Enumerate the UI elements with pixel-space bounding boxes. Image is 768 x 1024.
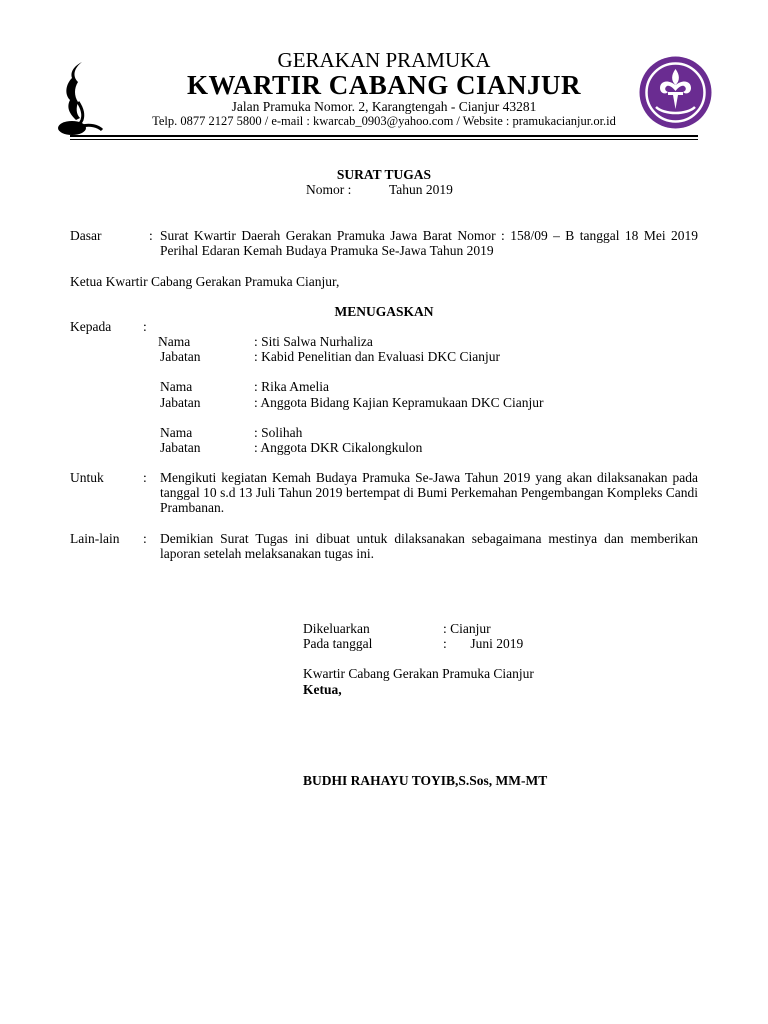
untuk-text: Mengikuti kegiatan Kemah Budaya Pramuka Se-Jawa Tahun 2019 yang akan dilaksanakan pada tanggal 10 s.d 13 Juli Tahun 2019 bertempat di Bumi Perkemahan Pengembangan Kompleks Candi Prambanan. bbox=[160, 470, 698, 515]
kepada-label: Kepada bbox=[70, 319, 112, 334]
dasar-text: Surat Kwartir Daerah Gerakan Pramuka Jawa Barat Nomor : 158/09 – B tanggal 18 Mei 2019 Perihal Edaran Kemah Budaya Pramuka Se-Jawa Tahun 2019 bbox=[160, 228, 698, 258]
date-value: : Juni 2019 bbox=[443, 636, 524, 651]
signature-position: Ketua, bbox=[303, 682, 342, 697]
untuk-colon: : bbox=[143, 470, 147, 485]
letter-title: SURAT TUGAS bbox=[336, 167, 432, 182]
intro-text: Ketua Kwartir Cabang Gerakan Pramuka Cianjur, bbox=[70, 274, 340, 289]
untuk-label: Untuk bbox=[70, 470, 104, 485]
person-1-jabatan-label: Jabatan bbox=[160, 349, 201, 364]
dasar-colon: : bbox=[149, 228, 153, 243]
person-3-jabatan: : Anggota DKR Cikalongkulon bbox=[254, 440, 423, 455]
signatory-name: BUDHI RAHAYU TOYIB,S.Sos, MM-MT bbox=[303, 773, 548, 788]
number-label: Nomor : bbox=[306, 182, 352, 197]
dasar-label: Dasar bbox=[70, 228, 102, 243]
lainlain-colon: : bbox=[143, 531, 147, 546]
person-2-jabatan-label: Jabatan bbox=[160, 395, 201, 410]
lainlain-text: Demikian Surat Tugas ini dibuat untuk dilaksanakan sebagaimana mestinya dan memberikan laporan setelah melaksanakan tugas ini. bbox=[160, 531, 698, 561]
org-line2: KWARTIR CABANG CIANJUR bbox=[186, 70, 582, 100]
person-1-jabatan: : Kabid Penelitian dan Evaluasi DKC Cianjur bbox=[254, 349, 500, 364]
person-2-nama-label: Nama bbox=[160, 379, 193, 394]
org-line1: GERAKAN PRAMUKA bbox=[277, 48, 491, 72]
header-divider bbox=[70, 135, 698, 137]
person-3-jabatan-label: Jabatan bbox=[160, 440, 201, 455]
person-1-nama-label: Nama bbox=[158, 334, 191, 349]
person-2-nama: : Rika Amelia bbox=[254, 379, 329, 394]
menugaskan-heading: MENUGASKAN bbox=[334, 304, 434, 319]
person-3-nama-label: Nama bbox=[160, 425, 193, 440]
number-value: Tahun 2019 bbox=[389, 182, 453, 197]
org-address: Jalan Pramuka Nomor. 2, Karangtengah - Cianjur 43281 bbox=[231, 99, 537, 114]
person-1-nama: : Siti Salwa Nurhaliza bbox=[254, 334, 373, 349]
signature-org: Kwartir Cabang Gerakan Pramuka Cianjur bbox=[303, 666, 534, 681]
org-contact: Telp. 0877 2127 5800 / e-mail : kwarcab_0903@yahoo.com / Website : pramukacianjur.or.id bbox=[152, 114, 616, 128]
lainlain-label: Lain-lain bbox=[70, 531, 120, 546]
issued-value: : Cianjur bbox=[443, 621, 491, 636]
date-label: Pada tanggal bbox=[303, 636, 373, 651]
header-divider-thin bbox=[70, 139, 698, 140]
issued-label: Dikeluarkan bbox=[303, 621, 370, 636]
person-2-jabatan: : Anggota Bidang Kajian Kepramukaan DKC Cianjur bbox=[254, 395, 544, 410]
person-3-nama: : Solihah bbox=[254, 425, 303, 440]
kepada-colon: : bbox=[143, 319, 147, 334]
